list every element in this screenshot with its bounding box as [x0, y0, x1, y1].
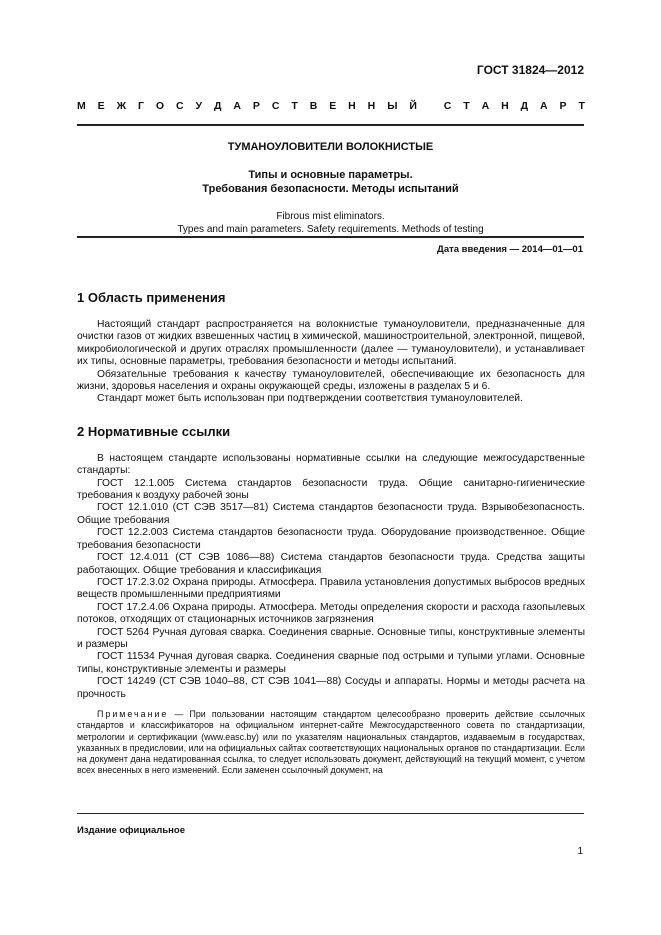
banner-gap — [429, 100, 432, 112]
reference-item: ГОСТ 12.2.003 Система стандартов безопасности труда. Оборудование производственное. Общие требования безопасности — [77, 527, 585, 551]
page-number: 1 — [577, 846, 583, 857]
banner-letter: Н — [501, 100, 509, 112]
banner-letter: Т — [291, 100, 298, 112]
title-block — [77, 141, 584, 236]
reference-item: ГОСТ 11534 Ручная дуговая сварка. Соединения сварные под острыми и тупыми углами. Основные типы, конструктивные элементы и размеры — [77, 651, 585, 675]
banner-letter: С — [443, 100, 452, 112]
reference-item: ГОСТ 5264 Ручная дуговая сварка. Соединения сварные. Основные типы, конструктивные элементы и размеры — [77, 626, 585, 650]
note-text: — При пользовании настоящим стандартом целесообразно проверить действие ссылочных стандартов и классификаторов на официальном интернет-сайте Межгосударственного совета по стандартизации, метрологии и сертификации (www.easc.by) или по указателям национальных стандартов, издаваемым в государствах, указанных в предисловии, или на официальных сайтах соответствующих национальных органов по стандартизации. Если на документ дана недатированная ссылка, то следует использовать документ, действующий на текущий момент, с учетом всех внесенных в него изменений. Если заменен ссылочный документ, на — [77, 708, 585, 776]
reference-item: ГОСТ 12.4.011 (СТ СЭВ 1086—88) Система стандартов безопасности труда. Средства защиты работающих. Общие требования и классификация — [77, 552, 585, 576]
note — [77, 709, 585, 777]
reference-item: ГОСТ 17.2.3.02 Охрана природы. Атмосфера. Правила установления допустимых выбросов вредных веществ промышленными предприятиями — [77, 576, 585, 601]
banner-letter: Р — [252, 100, 260, 112]
title-divider — [77, 236, 584, 238]
banner-letter: Д — [213, 100, 222, 112]
banner-letter: Т — [463, 100, 470, 112]
paragraph: Настоящий стандарт распространяется на волокнистые туманоуловители, предназначенные для очистки газов от жидких взвешенных частиц в химической, машиностроительной, электронной, пищевой, микробиологической и других отраслях промышленности (далее — туманоуловители), и устанавливает их типы, основные параметры, требования безопасности и методы испытаний. — [77, 319, 585, 368]
document-title: ТУМАНОУЛОВИТЕЛИ ВОЛОКНИСТЫЕ — [227, 141, 434, 153]
english-title — [77, 210, 584, 236]
note-label: Примечание — [97, 708, 169, 719]
interstate-standard-banner — [77, 100, 585, 112]
english-title-line: Types and main parameters. Safety requirements. Methods of testing — [177, 224, 484, 235]
banner-letter: Й — [409, 100, 417, 112]
banner-letter: У — [195, 100, 203, 112]
banner-letter: Т — [578, 100, 585, 112]
english-title-line: Fibrous mist eliminators. — [276, 211, 385, 222]
section-1-heading: 1 Область применения — [77, 290, 226, 305]
banner-letter: В — [309, 100, 318, 112]
banner-letter: Г — [138, 100, 144, 112]
banner-letter: А — [233, 100, 241, 112]
document-subtitle — [77, 168, 584, 196]
banner-letter: Ы — [387, 100, 398, 112]
top-divider — [77, 124, 584, 126]
document-code: ГОСТ 31824—2012 — [476, 63, 584, 77]
banner-letter: О — [155, 100, 165, 112]
paragraph: Обязательные требования к качеству туманоуловителей, обеспечивающие их безопасность для жизни, здоровья населения и охраны окружающей среды, изложены в разделах 5 и 6. — [77, 368, 585, 393]
banner-letter: Н — [348, 100, 356, 112]
banner-letter: Д — [520, 100, 529, 112]
subtitle-line: Требования безопасности. Методы испытаний — [202, 183, 459, 195]
banner-letter: Е — [97, 100, 105, 112]
section-2-heading: 2 Нормативные ссылки — [77, 423, 231, 439]
reference-item: ГОСТ 12.1.010 (СТ СЭВ 3517—81) Система стандартов безопасности труда. Взрывобезопасность. Общие требования — [77, 502, 585, 526]
reference-item: ГОСТ 17.2.4.06 Охрана природы. Атмосфера. Методы определения скорости и расхода газопылевых потоков, отходящих от стационарных источников загрязнения — [77, 601, 585, 626]
banner-letter: А — [540, 100, 548, 112]
banner-letter: Н — [367, 100, 376, 112]
banner-letter: Р — [559, 100, 567, 112]
reference-item: ГОСТ 12.1.005 Система стандартов безопасности труда. Общие санитарно-гигиенические требования к воздуху рабочей зоны — [77, 477, 585, 502]
banner-letter: М — [77, 100, 86, 112]
introduction-date: Дата введения — 2014—01—01 — [437, 244, 583, 255]
banner-letter: С — [271, 100, 280, 112]
reference-item: ГОСТ 14249 (СТ СЭВ 1040–88, СТ СЭВ 1041—88) Сосуды и аппараты. Нормы и методы расчета на прочность — [77, 676, 585, 700]
subtitle-line: Типы и основные параметры. — [248, 169, 413, 181]
document-body — [77, 290, 585, 777]
paragraph: Стандарт может быть использован при подтверждении соответствия туманоуловителей. — [97, 393, 523, 405]
banner-letter: Ж — [116, 100, 127, 112]
official-edition-label: Издание официальное — [77, 825, 185, 836]
banner-letter: Е — [329, 100, 337, 112]
banner-letter: А — [481, 100, 490, 112]
paragraph: В настоящем стандарте использованы нормативные ссылки на следующие межгосударственные стандарты: — [77, 452, 585, 477]
footer-divider — [77, 813, 584, 814]
banner-letter: С — [176, 100, 184, 112]
